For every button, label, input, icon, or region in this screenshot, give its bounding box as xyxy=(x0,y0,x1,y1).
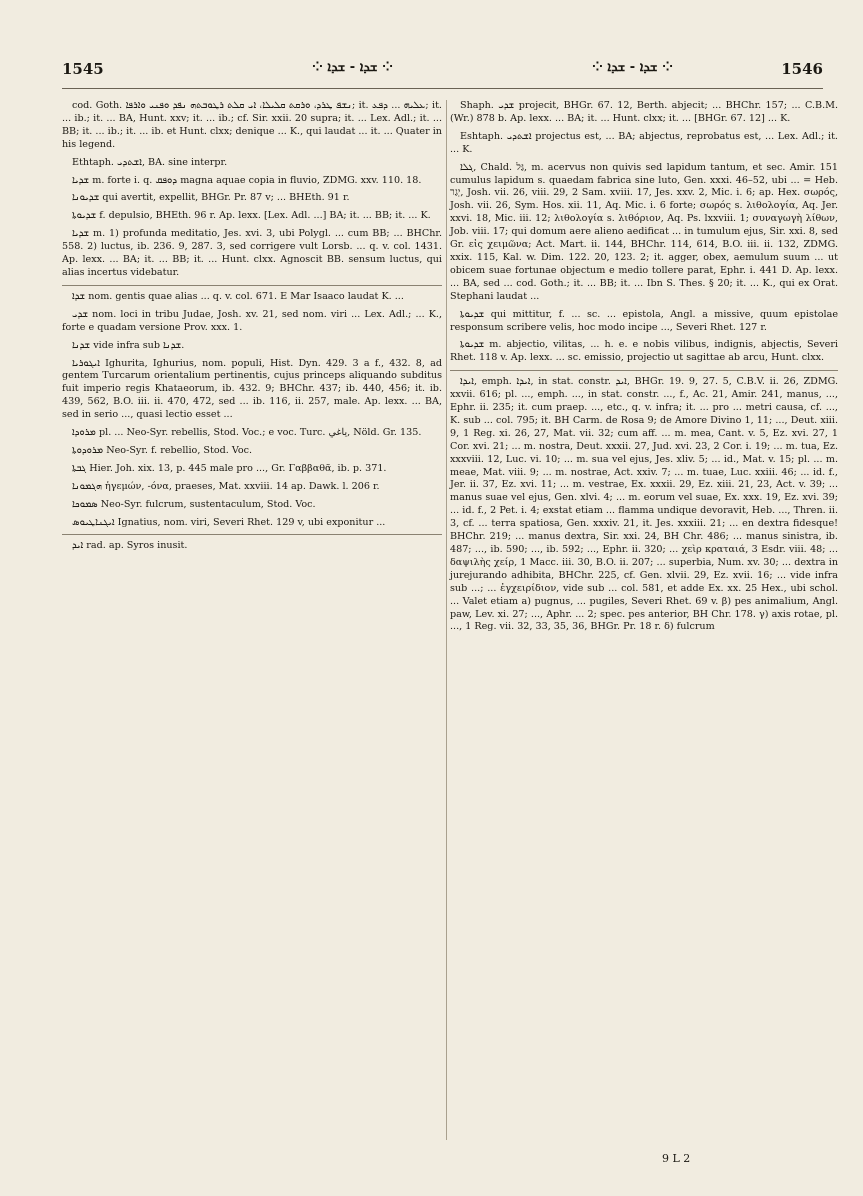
left-running-head: ⁘ ܫܕܐ - ܫܕܐ ⁘ xyxy=(312,60,393,75)
entry: ܐܝܓܢܐܛܝܘܣ Ignatius, nom. viri, Severi Rhet. 129 v, ubi exponitur ... xyxy=(72,516,386,528)
entry: ܫܕܝܘܬܐ qui mittitur, f. ... sc. ... epistola, Angl. a missive, quum epistolae responsum scribere velis, hoc modo incipe ..., Severi Rhet. 127 r. xyxy=(450,308,838,333)
entry: ܓܠܐ, Chald. גַּל, m. acervus non quivis sed lapidum tantum, et sec. Amir. 151 cumulus lapidum s. quaedam fabrica sine luto, Gen. xxxi. 46–52, ubi ... = Heb. יְגַר, Josh. vii. 26, viii. 29, 2 Sam. xviii. 17, Jes. xxv. 2, Mic. i. 6; ap. Hex. σωρός, Josh. vii. 26, Sym. Hos. xii. 11, Aq. Mic. i. 6 forte; σωρός s. λιθολογία, Aq. Jer. xxvi. 18, Mic. iii. 12; λιθολογία s. λιθόριον, Aq. Ps. lxxviii. 1; συναγωγὴ λίθων, Job. viii. 17; qui domum aere alieno aedificat ... in tumulum ejus, Sir. xxi. 8, sed Gr. εἰς χειμῶνα; Act. Mart. ii. 144, BHChr. 114, 614, B.O. iii. ii. 132, ZDMG. xxix. 115, Kal. w. Dim. 122. 20, 123. 2; it. agger, obex, aemulum suum ... ut obicem suae fortunae objectum e medio tollere parat, Ephr. i. 441 D. Ap. lexx. ... BA, sed ... cod. Goth.; it. ... BB; it. ... Ibn S. Thes. § 20; it. ... K., qui ex Orat. Stephani laudat ... xyxy=(450,161,838,302)
column-divider xyxy=(446,100,447,1140)
entry: cod. Goth. ܢܫܦ ܛܪܕ، ܘܪܩܬ ܩܠܝܠܐ، ܐܝ ܩܠܬ ܪܛܘܒܬܗ ܢܦܕ ܘܦܢܝ ܘܐܪܦܐ; it. ܥܠܝܗ ... ܕܦܥ; it. ... ib.; it. ... BA, Hunt. xxv; it. ... ib.; cf. Sir. xxii. 20 supra; it. ... Lex. Adl.; it. ... BB; it. ... ib.; it. ... ib. et Hunt. clxx; denique ... K., qui laudat ... it. ... Quater in his legend. xyxy=(62,100,442,150)
entry: ܗܓܡܘܢܐ ἡγεμών, -όνα, praeses, Mat. xxviii. 14 ap. Dawk. l. 206 r. xyxy=(72,480,380,492)
entry: ܫܕܝܘܢܐ qui avertit, expellit, BHGr. Pr. 87 v; ... BHEth. 91 r. xyxy=(72,192,350,204)
entry: ܫܕܝܘܬܐ m. abjectio, vilitas, ... h. e. e nobis vilibus, indignis, abjectis, Severi Rhet. 118 v. Ap. lexx. ... sc. emissio, projectio ut sagittae ab arcu, Hunt. clxx. xyxy=(450,339,838,364)
header-rule xyxy=(62,88,823,89)
right-column xyxy=(450,100,838,639)
entry: ܐܝܕ rad. ap. Syros inusit. xyxy=(62,534,442,553)
entry: ܐܝܓܘܪܝܐ Ighurita, Ighurius, nom. populi, Hist. Dyn. 429. 3 a f., 432. 8, ad gentem Turcarum orientalium pertinentis, cujus princeps aliquando subditus fuit imperio regis Khataeorum, ib. 432. 9; BHChr. 437; ib. 440, 456; it. ib. 439, 562, B.O. iii. ii. 470, 472, sed ... ib. 116, ii. 257, male. Ap. lexx. ... BA, sed in serio ..., quasi lectio esset ... xyxy=(62,357,442,421)
page-header xyxy=(62,60,823,84)
entry: ܣܡܘܟܐ Neo-Syr. fulcrum, sustentaculum, Stod. Voc. xyxy=(72,498,316,510)
entry: Eshtaph. ܐܫܬܕܝ projectus est, ... BA; abjectus, reprobatus est, ... Lex. Adl.; it. ... K. xyxy=(450,130,838,155)
entry: ܫܕܝ nom. loci in tribu Judae, Josh. xv. 21, sed nom. viri ... Lex. Adl.; ... K., forte e quadam versione Prov. xxx. 1. xyxy=(62,308,442,333)
signature-mark: 9 L 2 xyxy=(662,1152,691,1165)
entry: ܓܒܬܐ Hier. Joh. xix. 13, p. 445 male pro ..., Gr. Γαββαθᾶ, ib. p. 371. xyxy=(72,462,387,474)
entry: ܫܕܝܐ m. forte i. q. ܕܘܦܩ magna aquae copia in fluvio, ZDMG. xxv. 110. 18. xyxy=(72,174,422,186)
entry: ܡܪܘܕܐ pl. ... Neo-Syr. rebellis, Stod. Voc.; e voc. Turc. ياغي, Nöld. Gr. 135. xyxy=(72,427,422,439)
left-page-number: 1545 xyxy=(62,60,104,78)
left-column xyxy=(62,100,442,558)
entry: ܡܪܘܕܘܬܐ Neo-Syr. f. rebellio, Stod. Voc. xyxy=(72,444,253,456)
entry: Ethtaph. ܐܫܬܕܝ, BA. sine interpr. xyxy=(72,156,228,168)
right-running-head: ⁘ ܫܕܐ - ܫܕܐ ⁘ xyxy=(592,60,673,75)
entry: Shaph. ܫܕܝ projecit, BHGr. 67. 12, Berth. abjecit; ... BHChr. 157; ... C.B.M. (Wr.) 878 b. Ap. lexx. ... BA; it. ... Hunt. clxx; it. ... [BHGr. 67. 12] ... K. xyxy=(450,100,839,124)
entry: ܫܕܢܐ vide infra sub ܫܕܢܐ. xyxy=(72,339,185,351)
entry: ܫܕܐ nom. gentis quae alias ... q. v. col. 671. E Mar Isaaco laudat K. ... xyxy=(62,285,442,304)
entry: ܫܕܝܐ m. 1) profunda meditatio, Jes. xvi. 3, ubi Polygl. ... cum BB; ... BHChr. 558. 2) luctus, ib. 236. 9, 287. 3, sed corrigere vult Lorsb. ... q. v. col. 1431. Ap. lexx. ... BA; it. ... BB; it. ... Hunt. clxx. Agnoscit BB. sensum luctus, qui alias incertus videbatur. xyxy=(62,228,442,278)
entry: ܐܝܕܐ, emph. ܐܝܕܐ, in stat. constr. ܐܝܕ, BHGr. 19. 9, 27. 5, C.B.V. ii. 26, ZDMG. xxvii. 616; pl. ..., emph. ..., in stat. constr. ..., f., Ac. 21, Amir. 241, manus, ..., Ephr. ii. 235; it. cum praep. ..., etc., q. v. infra; it. ... pro ... metri causa, cf. ..., K. sub ... col. 795; it. BH Carm. de Rosa 9; de Amore Divino 1, 11; ..., Deut. xiii. 9, 1 Reg. xi. 26, 27, Mat. vii. 32; cum aff. ... m. mea, Cant. v. 5, Ez. xvi. 27, 1 Cor. xvi. 21; ... m. nostra, Deut. xxxii. 27, Jud. xvi. 23, 2 Cor. i. 19; ... m. tua, Ez. xxxviii. 12, Luc. vi. 10; ... m. sua vel ejus, Jes. xliv. 5; ... id., Mat. v. 15; pl. ... m. meae, Mat. viii. 9; ... m. nostrae, Act. xxiv. 7; ... m. tuae, Luc. xxiii. 46; ... id. f., Jer. ii. 37, Ez. xvi. 11; ... m. vestrae, Ex. xxxii. 29, Ez. xiii. 21, 23, Act. v. 39; ... manus suae vel ejus, Gen. xlvi. 4; ... m. eorum vel suae, Ex. xxx. 19, Ez. xvi. 39; ... id. f., 2 Pet. i. 4; exstat etiam ... flamma undique devoravit, Heb. ..., Thren. ii. 3, cf. ... terra spatiosa, Gen. xxxiv. 21, it. Jes. xxxiii. 21; ... en dextra fidesque! BHChr. 219; ... manus dextra, Sir. xxi. 24, BH Chr. 486; ... manus sinistra, ib. 487; ..., ib. 590; ..., ib. 592; ..., Ephr. ii. 320; ... χεὶρ κραταιά, 3 Esdr. viii. 48; ... δαψιλὴς χείρ, 1 Macc. iii. 30, B.O. ii. 207; ... superbia, Num. xv. 30; ... dextra in jurejurando adhibita, BHChr. 225, cf. Gen. xlvii. 29, Ez. xvii. 16; ... vide infra sub ...; ... ἐγχειρίδιον, vide sub ... col. 581, et adde Ex. xx. 25 Hex., ubi schol. ... Valet etiam a) pugnus, ... pugiles, Severi Rhet. 69 v. β) pes animalium, Angl. paw, Lev. xi. 27; ..., Aphr. ... 2; spec. pes anterior, BH Chr. 178. γ) axis rotae, pl. ..., 1 Reg. vii. 32, 33, 35, 36, BHGr. Pr. 18 r. δ) fulcrum xyxy=(450,370,838,634)
right-page-number: 1546 xyxy=(781,60,823,78)
entry: ܫܕܝܘܬܐ f. depulsio, BHEth. 96 r. Ap. lexx. [Lex. Adl. ...] BA; it. ... BB; it. ... K. xyxy=(72,210,431,222)
